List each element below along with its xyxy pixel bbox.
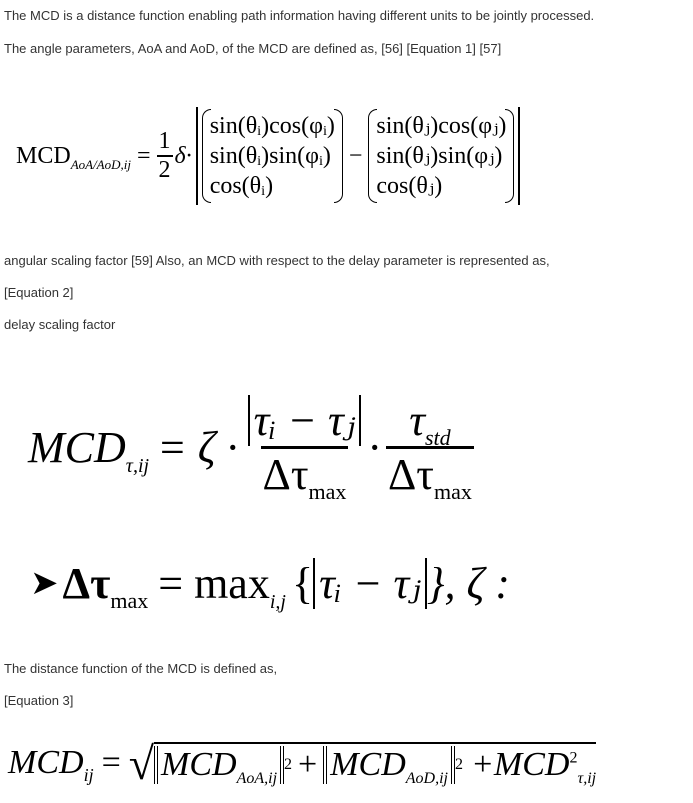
eq1-half: $\frac{1}{2}$: [158, 128, 171, 183]
paragraph-equation-2-label: [Equation 2]: [4, 285, 74, 300]
bullet-arrow-icon: ➤: [30, 565, 59, 602]
eq1-lhs: $MCD_{AoA/AoD,ij}$: [16, 142, 131, 172]
eq1-vector-j: sin(θⱼ)cos(φⱼ) sin(θⱼ)sin(φⱼ) cos(θⱼ): [368, 109, 514, 203]
equation-3: $MCD_{ij}$ = √ $MCD_{AoA,ij}$ 2 + $MCD_{AoD,ij}$ 2 $+MCD^2_{\tau,ij}$: [8, 737, 597, 789]
paragraph-equation-3-label: [Equation 3]: [4, 693, 74, 708]
eq3-radicand: $MCD_{AoA,ij}$ 2 + $MCD_{AoD,ij}$ 2 $+MCD^2_{\tau,ij}$: [154, 742, 596, 784]
equation-2: $MCD_{\tau,ij}$ = ζ · $\frac{\text{τᵢ − τⱼ}}{\Delta\tau_{max}}$ · $\frac{\tau_{std}}{\Delta\tau_{max}}$: [28, 395, 472, 504]
paragraph-angle-params: The angle parameters, AoA and AoD, of the MCD are defined as, [56] [Equation 1] [57]: [4, 41, 502, 56]
paragraph-distance-function: The distance function of the MCD is defined as,: [4, 661, 278, 676]
eq1-outer-norm: sin(θᵢ)cos(φᵢ) sin(θᵢ)sin(φᵢ) cos(θᵢ) − sin(θⱼ)cos(φⱼ) sin(θⱼ)sin(φⱼ) cos(θⱼ): [196, 107, 521, 205]
equation-2-delta-max: ➤ $\Delta\tau_{max}$ = $\max_{i,j}$ { τᵢ − τⱼ }, ζ :: [30, 558, 510, 613]
paragraph-delay-scaling: delay scaling factor: [4, 317, 116, 332]
paragraph-mcd-intro: The MCD is a distance function enabling path information having different units to be jointly processed.: [4, 8, 595, 23]
eq3-sqrt-sign: √: [128, 737, 155, 789]
eq3-lhs: $MCD_{ij}$: [8, 744, 94, 785]
eq2-fraction-1: $\frac{\text{τᵢ − τⱼ}}{\Delta\tau_{max}}$: [246, 395, 364, 500]
eq1-vector-i: sin(θᵢ)cos(φᵢ) sin(θᵢ)sin(φᵢ) cos(θᵢ): [202, 109, 343, 203]
eq2-fraction-2: $\frac{\tau_{std}}{\Delta\tau_{max}}$: [388, 395, 472, 504]
paragraph-angular-scaling: angular scaling factor [59] Also, an MCD with respect to the delay parameter is represented as,: [4, 253, 550, 268]
eq2-lhs: $MCD_{\tau,ij}$: [28, 422, 150, 477]
equation-1: $MCD_{AoA/AoD,ij}$ = $\frac{1}{2}$ δ· sin(θᵢ)cos(φᵢ) sin(θᵢ)sin(φᵢ) cos(θᵢ) − sin(θⱼ)cos(φⱼ) sin(θⱼ)sin(φⱼ) cos(θⱼ): [16, 86, 520, 226]
